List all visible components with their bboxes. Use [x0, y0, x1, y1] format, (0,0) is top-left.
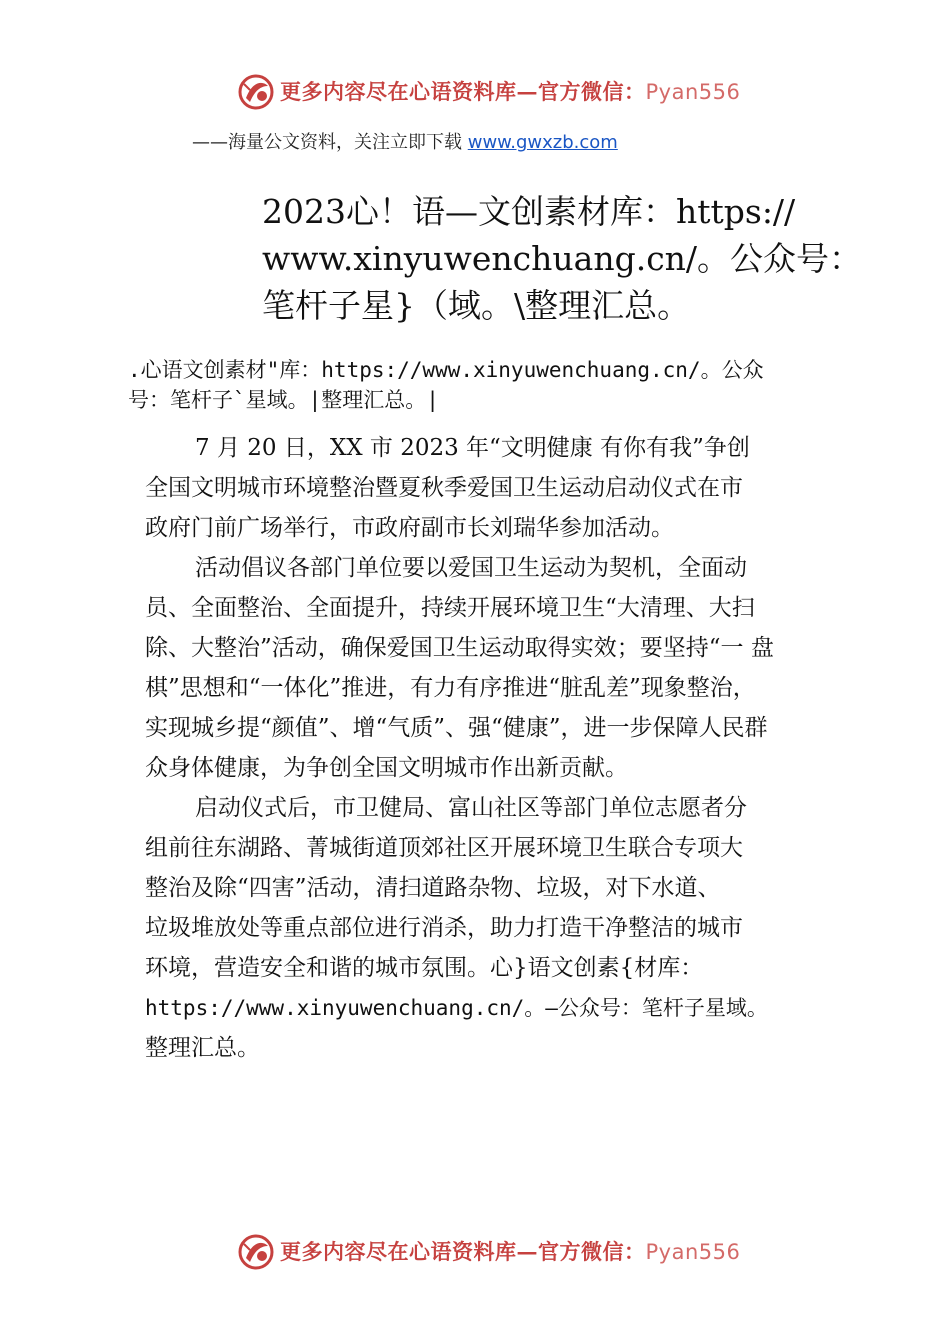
paragraph-line: 组前往东湖路、菁城街道顶郊社区开展环境卫生联合专项大: [145, 835, 743, 861]
logo-icon: [236, 72, 276, 112]
title-line: 2023心！语—文创素材库：https://: [262, 192, 796, 231]
paragraph-line: 7 月 20 日，XX 市 2023 年“文明健康 有你有我”争创: [195, 435, 750, 461]
paragraph-line: 启动仪式后，市卫健局、富山社区等部门单位志愿者分: [195, 795, 747, 821]
notice-line: 号：笔杆子`星域。|整理汇总。|: [128, 388, 439, 412]
article-body: [145, 428, 835, 1068]
paragraph-line: 除、大整治”活动，确保爱国卫生运动取得实效；要坚持“一 盘: [145, 635, 774, 661]
download-link[interactable]: www.gwxzb.com: [467, 132, 618, 153]
source-notice: [128, 355, 840, 415]
footer-banner: [0, 1230, 950, 1274]
banner-text: 更多内容尽在心语资料库—官方微信：Pyan556: [280, 79, 741, 104]
paragraph-line: https://www.xinyuwenchuang.cn/。—公众号：笔杆子星域。: [145, 996, 768, 1020]
paragraph: [145, 548, 835, 788]
paragraph-line: 整理汇总。: [145, 1035, 260, 1061]
paragraph: [145, 788, 835, 1068]
paragraph-line: 棋”思想和“一体化”推进，有力有序推进“脏乱差”现象整治，: [145, 675, 756, 701]
subline-prefix: ——海量公文资料，关注立即下载: [192, 132, 468, 153]
paragraph: [145, 428, 835, 548]
download-subline: [192, 128, 618, 154]
title-line: www.xinyuwenchuang.cn/。公众号：: [262, 239, 863, 278]
logo-icon: [236, 1232, 276, 1272]
document-title: [262, 188, 863, 329]
paragraph-line: 众身体健康，为争创全国文明城市作出新贡献。: [145, 755, 628, 781]
paragraph-line: 实现城乡提“颜值”、增“气质”、强“健康”，进一步保障人民群: [145, 715, 768, 741]
paragraph-line: 政府门前广场举行，市政府副市长刘瑞华参加活动。: [145, 515, 674, 541]
banner-text: 更多内容尽在心语资料库—官方微信：Pyan556: [280, 1239, 741, 1264]
title-line: 笔杆子星}（域。\整理汇总。: [262, 286, 691, 325]
paragraph-line: 环境，营造安全和谐的城市氛围。心}语文创素{材库：: [145, 955, 704, 981]
paragraph-line: 垃圾堆放处等重点部位进行消杀，助力打造干净整洁的城市: [145, 915, 743, 941]
paragraph-line: 活动倡议各部门单位要以爱国卫生运动为契机，全面动: [195, 555, 747, 581]
notice-line: .心语文创素材"库：https://www.xinyuwenchuang.cn/。公众: [128, 358, 764, 382]
paragraph-line: 全国文明城市环境整治暨夏秋季爱国卫生运动启动仪式在市: [145, 475, 743, 501]
paragraph-line: 员、全面整治、全面提升，持续开展环境卫生“大清理、大扫: [145, 595, 755, 621]
header-banner: [0, 70, 950, 114]
paragraph-line: 整治及除“四害”活动，清扫道路杂物、垃圾，对下水道、: [145, 875, 721, 901]
